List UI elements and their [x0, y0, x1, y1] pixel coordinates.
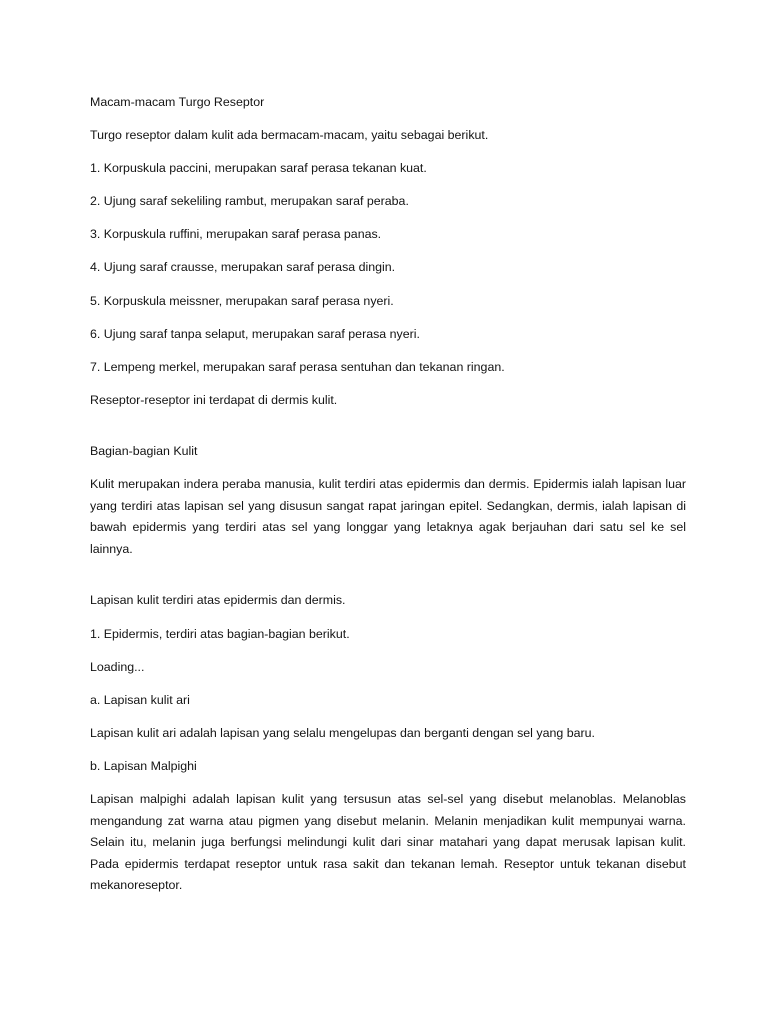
paragraph-lapisan-intro: Lapisan kulit terdiri atas epidermis dan dermis.: [90, 593, 346, 608]
list-item: 7. Lempeng merkel, merupakan saraf perasa sentuhan dan tekanan ringan.: [90, 359, 505, 374]
paragraph-kulit-ari: Lapisan kulit ari adalah lapisan yang selalu mengelupas dan berganti dengan sel yang baru.: [90, 725, 595, 740]
list-item: 2. Ujung saraf sekeliling rambut, merupakan saraf peraba.: [90, 194, 409, 209]
list-item: 5. Korpuskula meissner, merupakan saraf perasa nyeri.: [90, 293, 394, 308]
paragraph-malpighi: Lapisan malpighi adalah lapisan kulit yang tersusun atas sel-sel yang disebut melanoblas. Melanoblas mengandung zat warna atau pigmen yang disebut melanin. Melanin menjadikan kulit mempunyai warna. Selain itu, melanin juga berfungsi melindungi kulit dari sinar matahari yang dapat merusak lapisan kulit. Pada epidermis terdapat reseptor untuk rasa sakit dan tekanan lemah. Reseptor untuk tekanan disebut mekanoreseptor.: [90, 792, 686, 892]
document-page: [90, 92, 686, 908]
list-item: 3. Korpuskula ruffini, merupakan saraf perasa panas.: [90, 227, 382, 242]
section-intro-turgo-reseptor: Turgo reseptor dalam kulit ada bermacam-macam, yaitu sebagai berikut.: [90, 128, 489, 143]
subheading-kulit-ari: a. Lapisan kulit ari: [90, 692, 190, 707]
heading-epidermis: 1. Epidermis, terdiri atas bagian-bagian berikut.: [90, 626, 350, 641]
subheading-malpighi: b. Lapisan Malpighi: [90, 758, 197, 773]
loading-text: Loading...: [90, 659, 145, 674]
section-title-turgo-reseptor: Macam-macam Turgo Reseptor: [90, 95, 265, 109]
section-title-bagian-kulit: Bagian-bagian Kulit: [90, 444, 198, 459]
list-item: 1. Korpuskula paccini, merupakan saraf perasa tekanan kuat.: [90, 161, 427, 176]
paragraph-bagian-kulit: Kulit merupakan indera peraba manusia, kulit terdiri atas epidermis dan dermis. Epidermis ialah lapisan luar yang terdiri atas lapisan sel yang disusun sangat rapat jaringan epitel. Sedangkan, dermis, ialah lapisan di bawah epidermis yang terdiri atas sel yang longgar yang letaknya agak berjauhan dari satu sel ke sel lainnya.: [90, 477, 686, 556]
section-closing: Reseptor-reseptor ini terdapat di dermis kulit.: [90, 392, 338, 407]
list-item: 4. Ujung saraf crausse, merupakan saraf perasa dingin.: [90, 260, 396, 275]
list-item: 6. Ujung saraf tanpa selaput, merupakan saraf perasa nyeri.: [90, 326, 420, 341]
